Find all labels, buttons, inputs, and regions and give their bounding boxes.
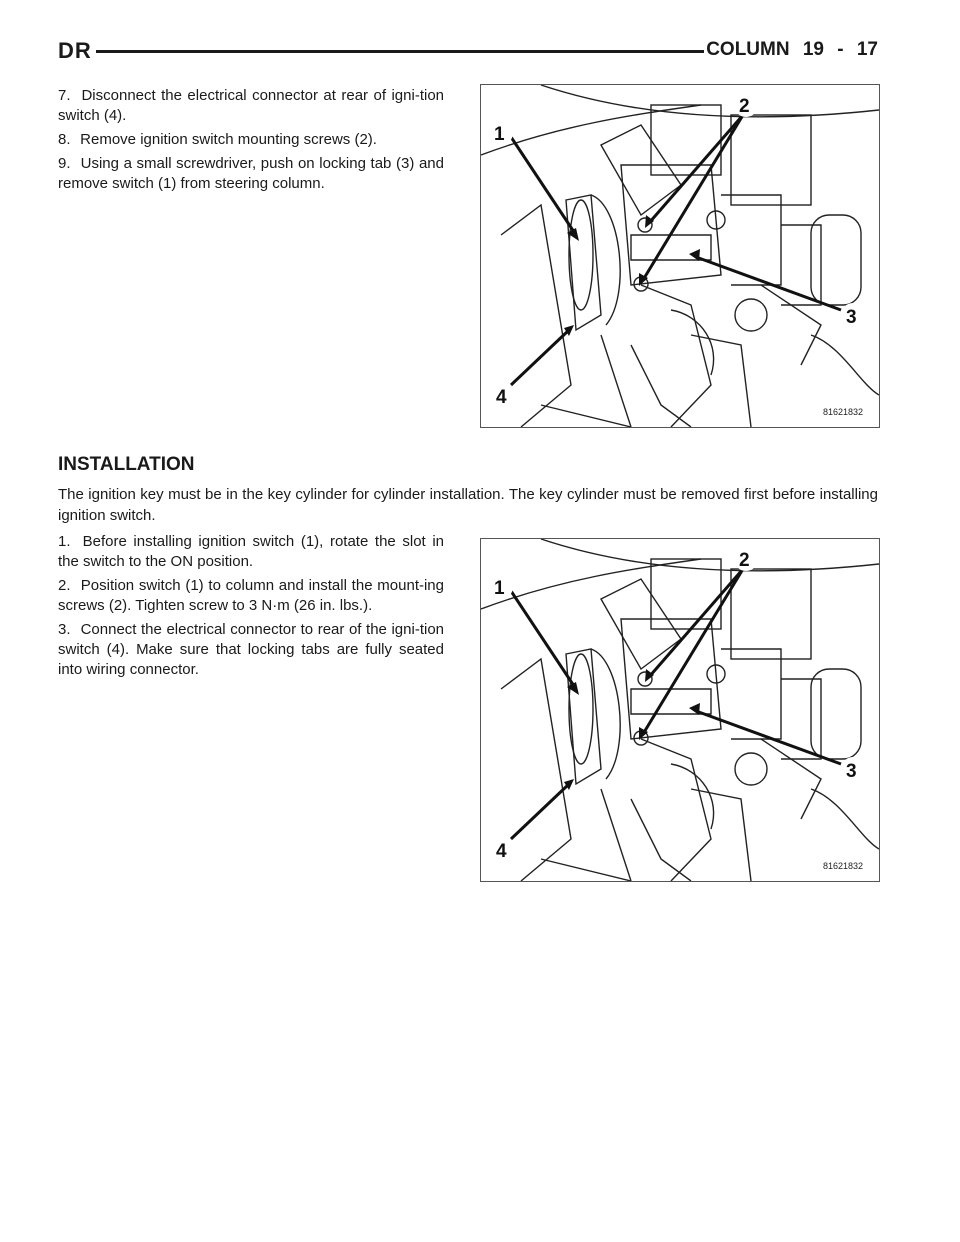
header-section-page: COLUMN 19 - 17 xyxy=(706,39,878,60)
callout-label: 2 xyxy=(739,96,750,117)
callout-label: 1 xyxy=(494,578,505,599)
step-text: Remove ignition switch mounting screws (2). xyxy=(80,131,377,148)
removal-step: 9. Using a small screwdriver, push on locking tab (3) and remove switch (1) from steering column. xyxy=(58,155,444,192)
page-header xyxy=(58,38,878,66)
step-text: Before installing ignition switch (1), rotate the slot in the switch to the ON position. xyxy=(58,533,445,570)
callout-label: 4 xyxy=(496,841,507,862)
removal-step: 7. Disconnect the electrical connector at rear of igni-tion switch (4). xyxy=(58,87,445,124)
step-text: Using a small screwdriver, push on locking tab (3) and remove switch (1) from steering column. xyxy=(58,155,444,192)
installation-steps xyxy=(58,532,444,684)
installation-step: 3. Connect the electrical connector to rear of the igni-tion switch (4). Make sure that locking tabs are fully seated into wiring connector. xyxy=(58,621,444,678)
installation-intro: The ignition key must be in the key cylinder for cylinder installation. The key cylinder must be removed first before installing ignition switch. xyxy=(58,486,878,524)
removal-steps xyxy=(58,86,444,198)
callout-label: 3 xyxy=(846,761,857,782)
installation-heading: INSTALLATION xyxy=(58,454,195,475)
step-text: Position switch (1) to column and install the mount-ing screws (2). Tighten screw to 3 N·m (26 in. lbs.). xyxy=(58,577,444,614)
ignition-switch-figure-removal xyxy=(480,84,880,428)
callout-label: 4 xyxy=(496,387,507,408)
header-model-code: DR xyxy=(58,38,92,63)
installation-step: 1. Before installing ignition switch (1), rotate the slot in the switch to the ON position. xyxy=(58,533,445,570)
installation-step: 2. Position switch (1) to column and install the mount-ing screws (2). Tighten screw to 3 N·m (26 in. lbs.). xyxy=(58,577,444,614)
ignition-switch-figure-installation xyxy=(480,538,880,882)
ignition-switch-illustration xyxy=(481,539,879,881)
step-text: Connect the electrical connector to rear of the igni-tion switch (4). Make sure that locking tabs are fully seated into wiring connector. xyxy=(58,621,444,678)
removal-step: 8. Remove ignition switch mounting screws (2). xyxy=(58,131,377,148)
callout-label: 3 xyxy=(846,307,857,328)
header-rule xyxy=(96,50,704,53)
step-text: Disconnect the electrical connector at rear of igni-tion switch (4). xyxy=(58,87,445,124)
figure-id: 81621832 xyxy=(823,407,864,417)
ignition-switch-illustration xyxy=(481,85,879,427)
callout-label: 2 xyxy=(739,550,750,571)
callout-label: 1 xyxy=(494,124,505,145)
figure-id: 81621832 xyxy=(823,861,864,871)
